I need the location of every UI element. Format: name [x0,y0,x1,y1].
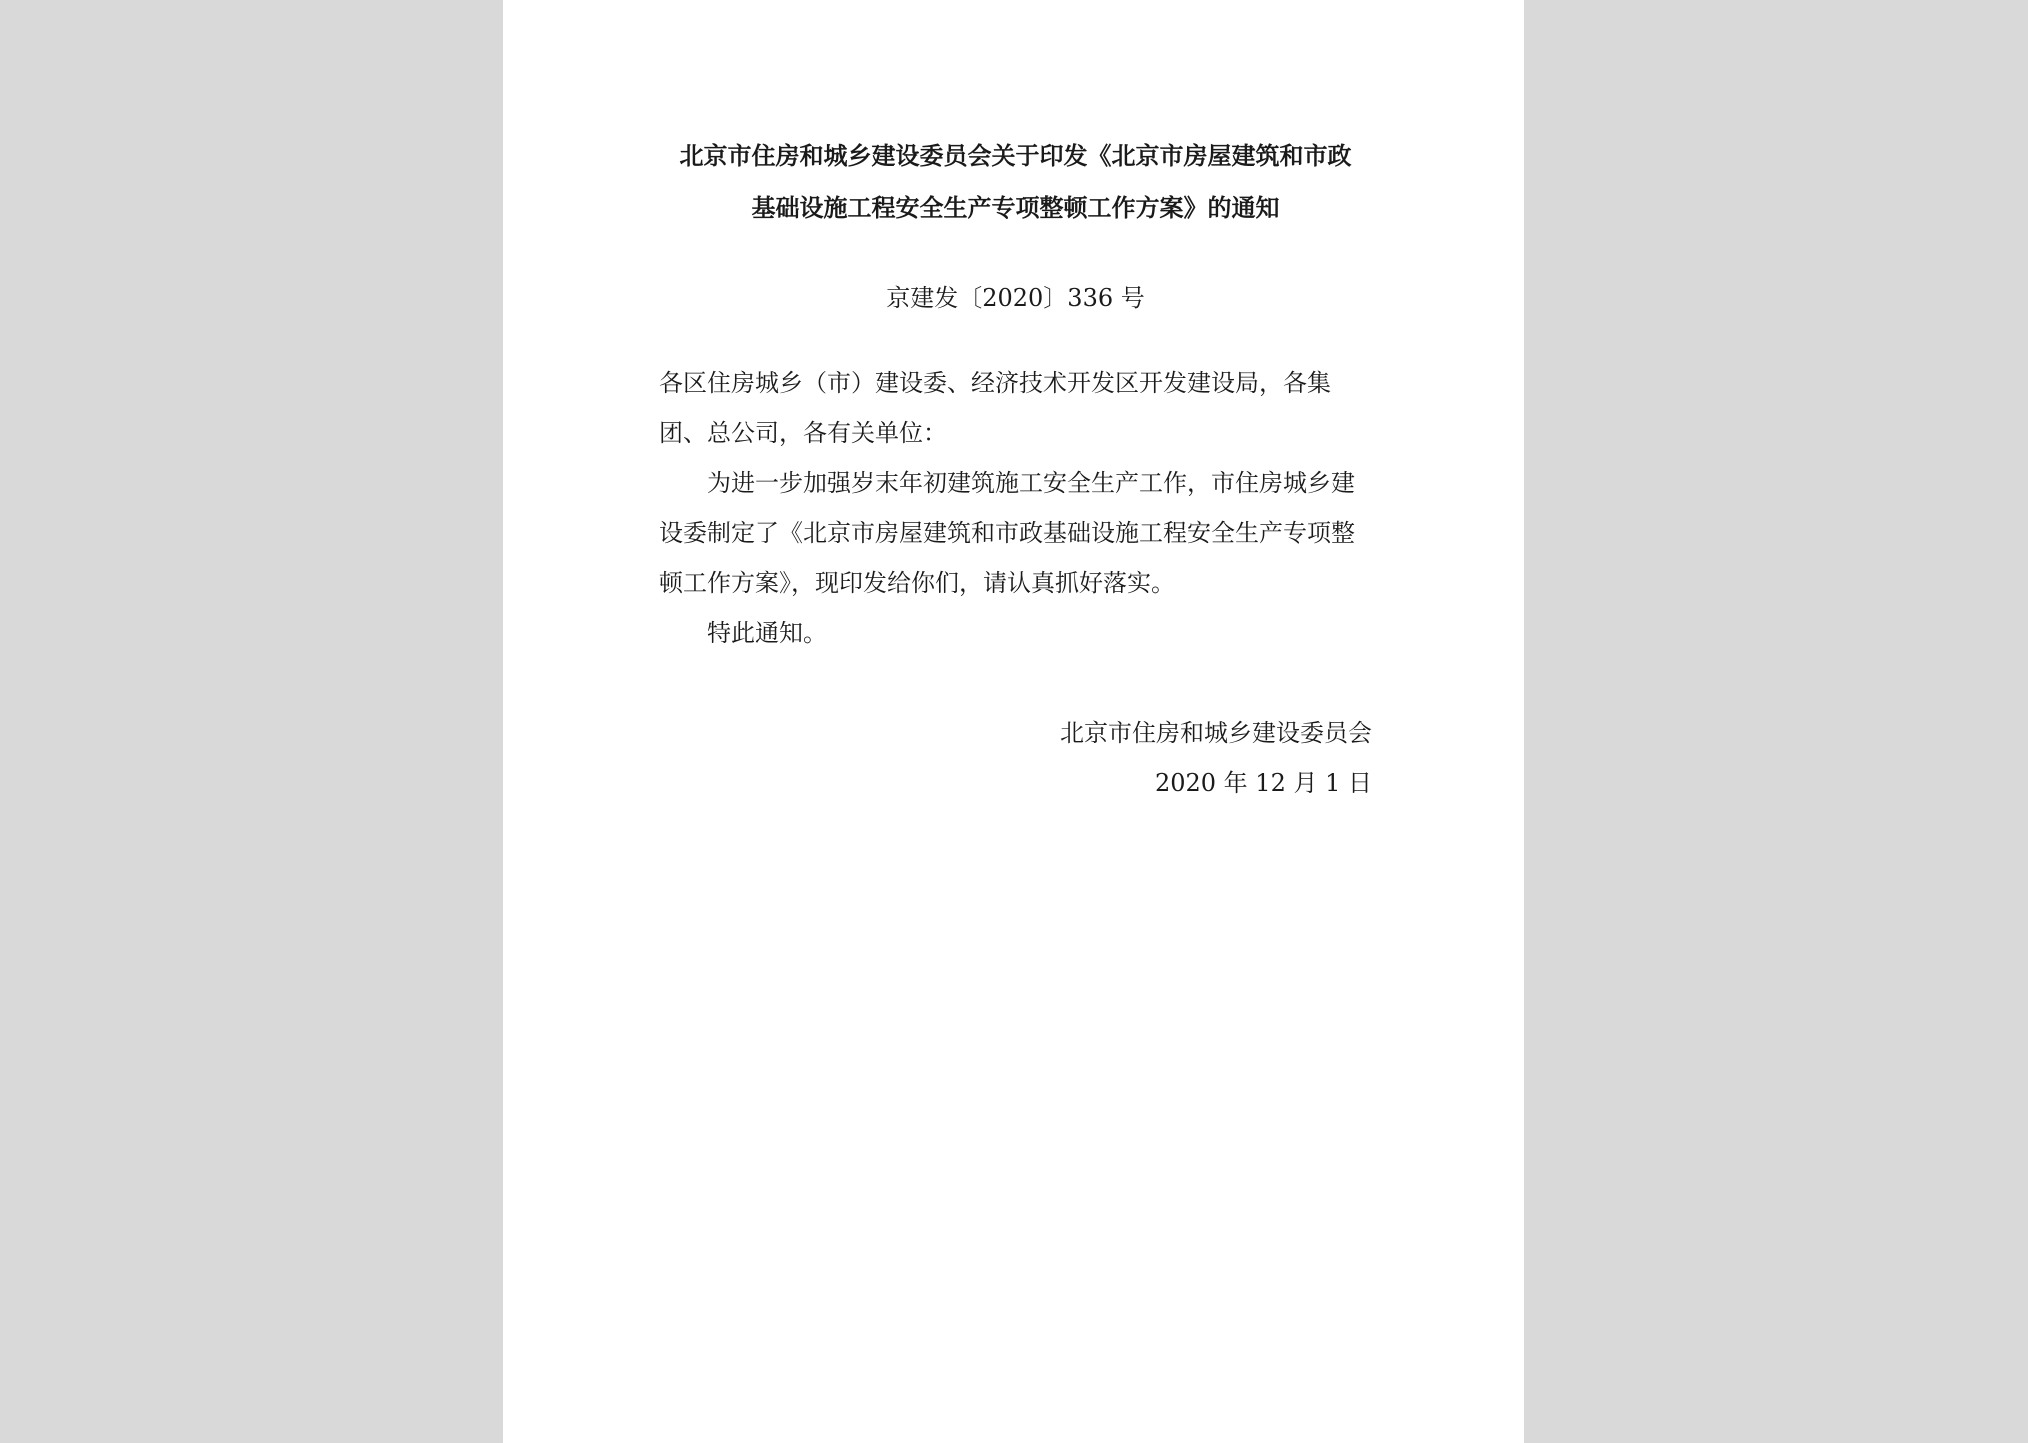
signature-block [659,708,1372,808]
document-title [659,130,1372,234]
issuer-name: 北京市住房和城乡建设委员会 [1060,719,1372,747]
document-page [503,0,1524,1443]
body-paragraph-1: 为进一步加强岁末年初建筑施工安全生产工作，市住房城乡建设委制定了《北京市房屋建筑和市政基础设施工程安全生产专项整顿工作方案》，现印发给你们，请认真抓好落实。 [659,469,1355,597]
document-content [659,130,1372,808]
document-number: 京建发〔2020〕336 号 [886,284,1145,312]
document-body [659,358,1372,658]
body-paragraph-2: 特此通知。 [707,619,827,647]
addressee: 各区住房城乡（市）建设委、经济技术开发区开发建设局，各集团、总公司，各有关单位： [659,369,1331,447]
document-title-line-2: 基础设施工程安全生产专项整顿工作方案》的通知 [751,194,1280,222]
document-title-line-1: 北京市住房和城乡建设委员会关于印发《北京市房屋建筑和市政 [679,142,1352,170]
issue-date: 2020 年 12 月 1 日 [1154,769,1372,797]
